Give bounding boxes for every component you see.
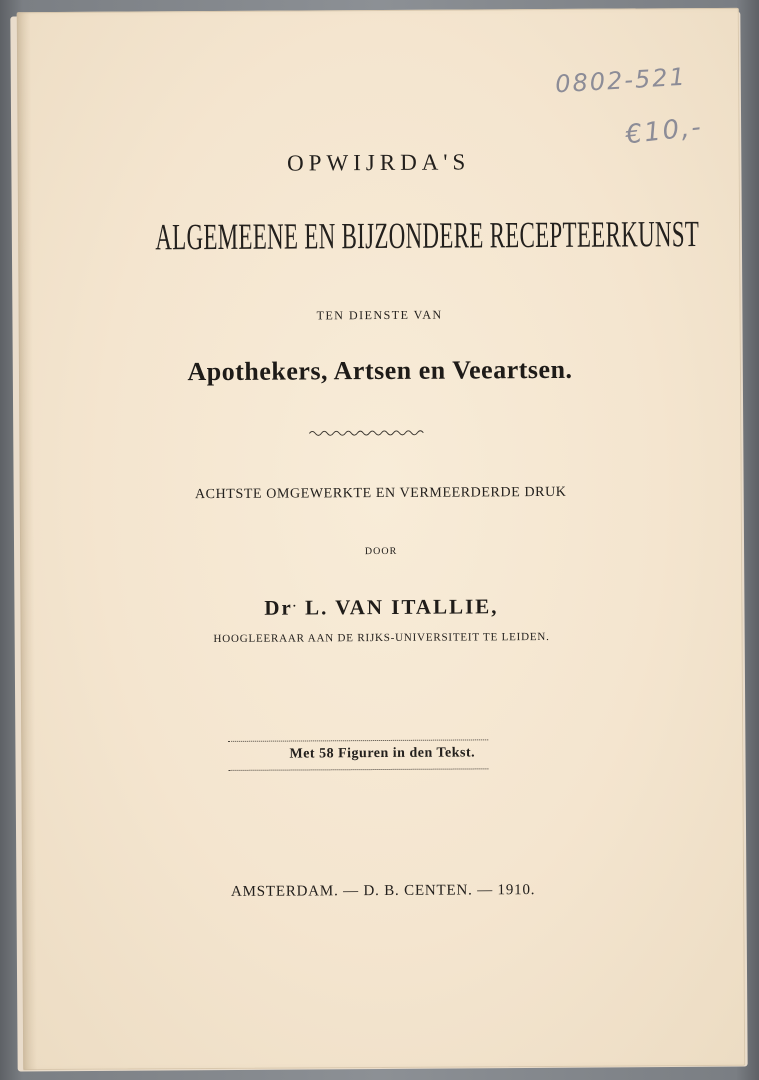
title-line-2: ALGEMEENE EN BIJZONDERE RECEPTEERKUNST bbox=[155, 214, 700, 259]
edition-line: ACHTSTE OMGEWERKTE EN VERMEERDERDE DRUK bbox=[194, 484, 567, 503]
author-line bbox=[20, 593, 742, 622]
book-cover bbox=[17, 8, 745, 1070]
author-affiliation: HOOGLEERAAR AAN DE RIJKS-UNIVERSITEIT TE LEIDEN. bbox=[213, 630, 550, 646]
author-prefix: Dr bbox=[264, 595, 293, 620]
figures-note: Met 58 Figuren in den Tekst. bbox=[289, 745, 476, 762]
imprint-line: AMSTERDAM. — D. B. CENTEN. — 1910. bbox=[230, 882, 536, 900]
pencil-price: €10,- bbox=[624, 112, 705, 151]
author-name: L. VAN ITALLIE, bbox=[297, 594, 499, 620]
author-prefix-dot: . bbox=[292, 595, 298, 610]
title-line-1: OPWIJRDA'S bbox=[287, 149, 471, 176]
audience-line: Apothekers, Artsen en Veeartsen. bbox=[187, 354, 573, 387]
pencil-catalog-number: 0802-521 bbox=[554, 62, 688, 99]
by-line: DOOR bbox=[364, 545, 398, 558]
subtitle-intro: TEN DIENSTE VAN bbox=[316, 307, 443, 323]
ornamental-squiggle bbox=[307, 428, 427, 439]
